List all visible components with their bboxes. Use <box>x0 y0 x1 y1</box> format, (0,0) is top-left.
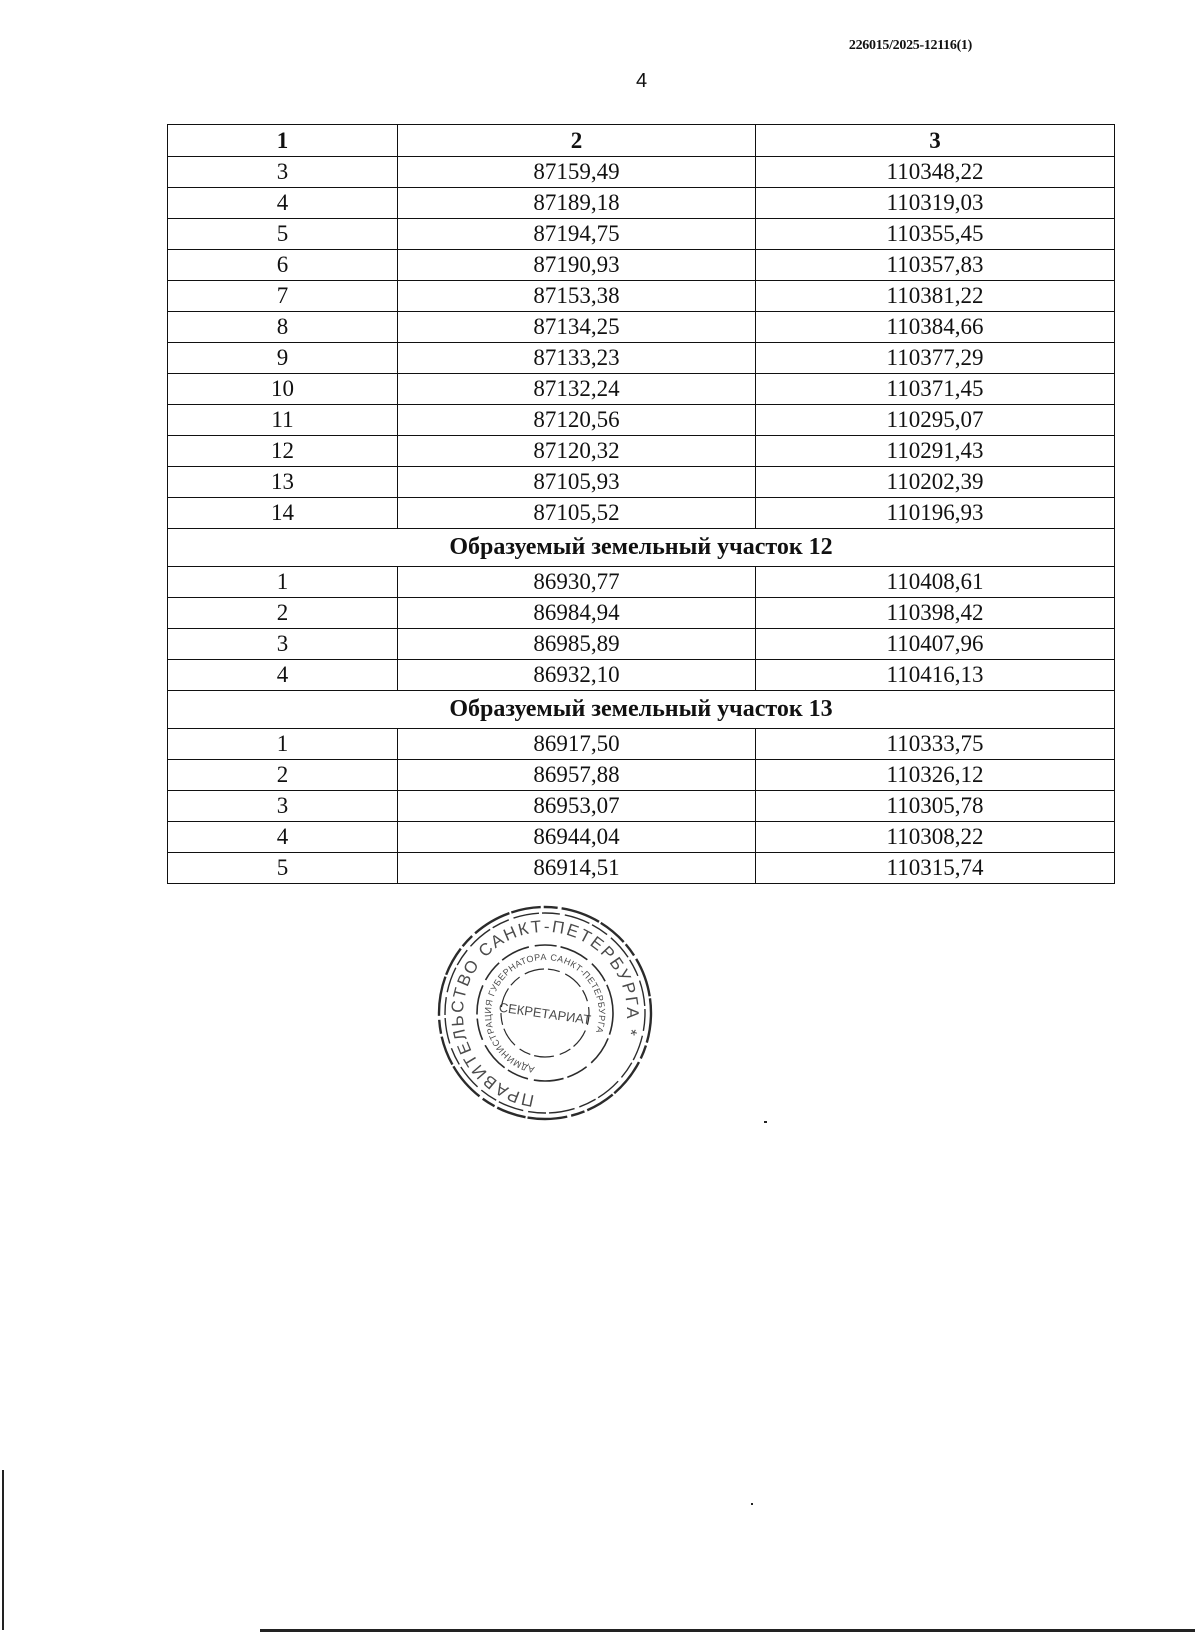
svg-text:СЕКРЕТАРИАТ: СЕКРЕТАРИАТ <box>497 999 592 1028</box>
point-number-cell: 7 <box>168 281 398 312</box>
column-header: 1 <box>168 125 398 157</box>
x-coordinate-cell: 86985,89 <box>398 629 756 660</box>
y-coordinate-cell: 110384,66 <box>756 312 1115 343</box>
table-row <box>168 498 1115 529</box>
point-number-cell: 4 <box>168 660 398 691</box>
point-number-cell: 9 <box>168 343 398 374</box>
point-number-cell: 4 <box>168 822 398 853</box>
y-coordinate-cell: 110295,07 <box>756 405 1115 436</box>
table-row <box>168 791 1115 822</box>
y-coordinate-cell: 110371,45 <box>756 374 1115 405</box>
table-row <box>168 405 1115 436</box>
table-row <box>168 760 1115 791</box>
y-coordinate-cell: 110348,22 <box>756 157 1115 188</box>
y-coordinate-cell: 110377,29 <box>756 343 1115 374</box>
page-number: 4 <box>635 70 648 92</box>
x-coordinate-cell: 86930,77 <box>398 567 756 598</box>
point-number-cell: 13 <box>168 467 398 498</box>
official-seal-stamp <box>428 900 662 1126</box>
point-number-cell: 3 <box>168 157 398 188</box>
column-header: 2 <box>398 125 756 157</box>
x-coordinate-cell: 87194,75 <box>398 219 756 250</box>
table-row <box>168 729 1115 760</box>
x-coordinate-cell: 86984,94 <box>398 598 756 629</box>
y-coordinate-cell: 110416,13 <box>756 660 1115 691</box>
point-number-cell: 2 <box>168 760 398 791</box>
point-number-cell: 4 <box>168 188 398 219</box>
point-number-cell: 1 <box>168 729 398 760</box>
y-coordinate-cell: 110202,39 <box>756 467 1115 498</box>
scan-dot <box>751 1503 753 1505</box>
x-coordinate-cell: 86917,50 <box>398 729 756 760</box>
point-number-cell: 8 <box>168 312 398 343</box>
x-coordinate-cell: 87120,32 <box>398 436 756 467</box>
scan-edge-line <box>2 1470 4 1630</box>
x-coordinate-cell: 87105,93 <box>398 467 756 498</box>
x-coordinate-cell: 87133,23 <box>398 343 756 374</box>
y-coordinate-cell: 110355,45 <box>756 219 1115 250</box>
point-number-cell: 3 <box>168 791 398 822</box>
x-coordinate-cell: 86957,88 <box>398 760 756 791</box>
table-row <box>168 219 1115 250</box>
x-coordinate-cell: 87105,52 <box>398 498 756 529</box>
scan-bottom-line <box>260 1629 1195 1632</box>
x-coordinate-cell: 86953,07 <box>398 791 756 822</box>
svg-text:АДМИНИСТРАЦИЯ ГУБЕРНАТОРА САНК: АДМИНИСТРАЦИЯ ГУБЕРНАТОРА САНКТ-ПЕТЕРБУРГА <box>482 951 608 1075</box>
table-row <box>168 660 1115 691</box>
table-body <box>168 157 1115 884</box>
scan-dot <box>764 1121 767 1123</box>
y-coordinate-cell: 110407,96 <box>756 629 1115 660</box>
point-number-cell: 1 <box>168 567 398 598</box>
y-coordinate-cell: 110408,61 <box>756 567 1115 598</box>
y-coordinate-cell: 110315,74 <box>756 853 1115 884</box>
table-row <box>168 157 1115 188</box>
table-row <box>168 598 1115 629</box>
table-row <box>168 343 1115 374</box>
point-number-cell: 5 <box>168 219 398 250</box>
y-coordinate-cell: 110319,03 <box>756 188 1115 219</box>
point-number-cell: 2 <box>168 598 398 629</box>
y-coordinate-cell: 110357,83 <box>756 250 1115 281</box>
table-row <box>168 567 1115 598</box>
y-coordinate-cell: 110305,78 <box>756 791 1115 822</box>
table-row <box>168 250 1115 281</box>
y-coordinate-cell: 110398,42 <box>756 598 1115 629</box>
svg-text:ПРАВИТЕЛЬСТВО САНКТ-ПЕТЕРБУРГА: ПРАВИТЕЛЬСТВО САНКТ-ПЕТЕРБУРГА * <box>447 916 643 1111</box>
table-row <box>168 822 1115 853</box>
x-coordinate-cell: 87159,49 <box>398 157 756 188</box>
table-row <box>168 312 1115 343</box>
x-coordinate-cell: 86914,51 <box>398 853 756 884</box>
y-coordinate-cell: 110381,22 <box>756 281 1115 312</box>
table-header <box>168 125 1115 157</box>
x-coordinate-cell: 86932,10 <box>398 660 756 691</box>
table-row <box>168 853 1115 884</box>
point-number-cell: 3 <box>168 629 398 660</box>
y-coordinate-cell: 110196,93 <box>756 498 1115 529</box>
y-coordinate-cell: 110326,12 <box>756 760 1115 791</box>
x-coordinate-cell: 87132,24 <box>398 374 756 405</box>
column-header: 3 <box>756 125 1115 157</box>
point-number-cell: 5 <box>168 853 398 884</box>
y-coordinate-cell: 110333,75 <box>756 729 1115 760</box>
section-title: Образуемый земельный участок 12 <box>168 529 1115 567</box>
section-header-row <box>168 691 1115 729</box>
table-row <box>168 436 1115 467</box>
coordinates-table <box>167 124 1115 884</box>
y-coordinate-cell: 110308,22 <box>756 822 1115 853</box>
x-coordinate-cell: 86944,04 <box>398 822 756 853</box>
table-row <box>168 467 1115 498</box>
table-row <box>168 188 1115 219</box>
x-coordinate-cell: 87189,18 <box>398 188 756 219</box>
point-number-cell: 14 <box>168 498 398 529</box>
table-row <box>168 374 1115 405</box>
x-coordinate-cell: 87190,93 <box>398 250 756 281</box>
table-row <box>168 629 1115 660</box>
document-registration-number: 226015/2025-12116(1) <box>848 38 972 53</box>
section-title: Образуемый земельный участок 13 <box>168 691 1115 729</box>
x-coordinate-cell: 87134,25 <box>398 312 756 343</box>
point-number-cell: 11 <box>168 405 398 436</box>
point-number-cell: 12 <box>168 436 398 467</box>
x-coordinate-cell: 87153,38 <box>398 281 756 312</box>
x-coordinate-cell: 87120,56 <box>398 405 756 436</box>
table-row <box>168 281 1115 312</box>
point-number-cell: 6 <box>168 250 398 281</box>
section-header-row <box>168 529 1115 567</box>
y-coordinate-cell: 110291,43 <box>756 436 1115 467</box>
header-row <box>168 125 1115 157</box>
point-number-cell: 10 <box>168 374 398 405</box>
